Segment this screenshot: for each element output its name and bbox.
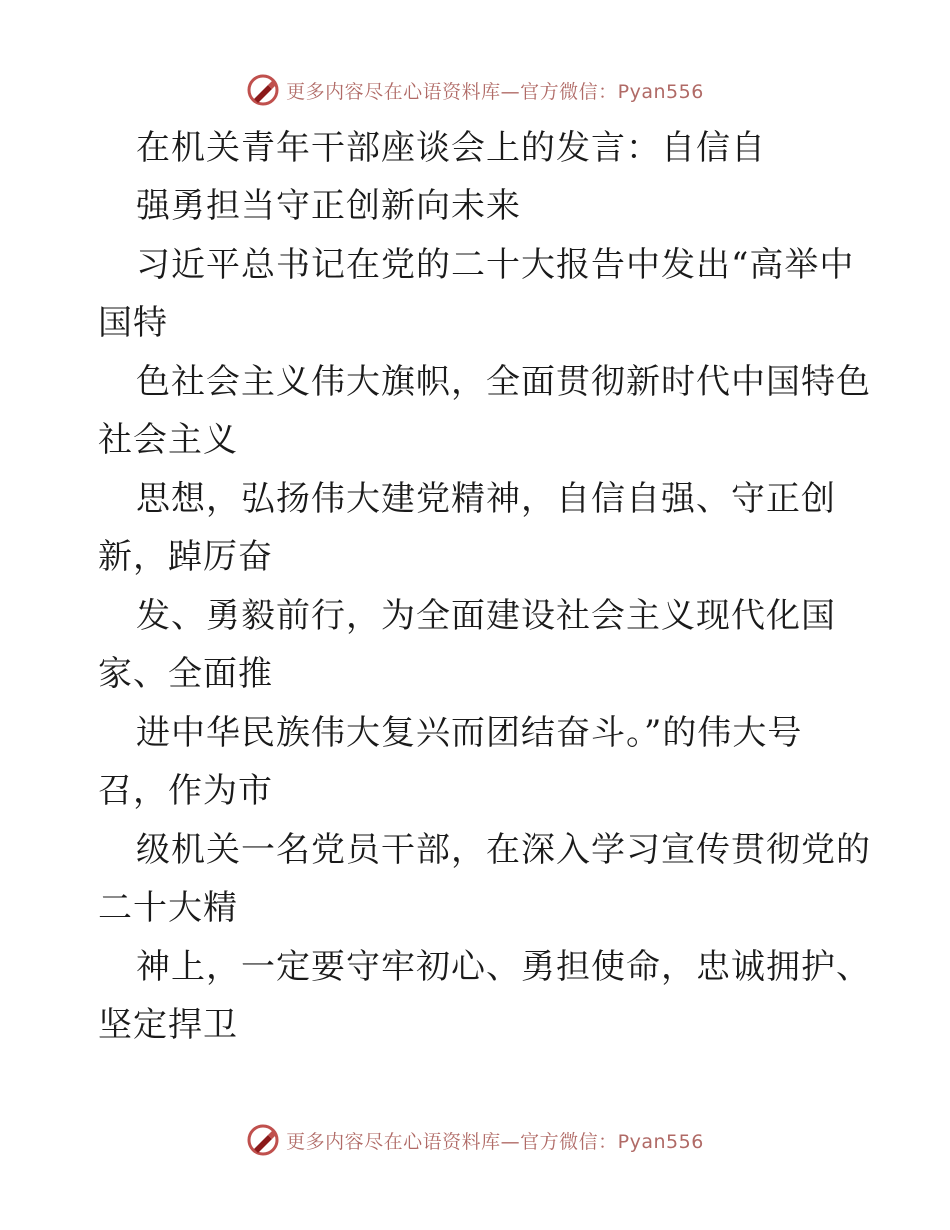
paragraph-line: 习近平总书记在党的二十大报告中发出“高举中 (136, 245, 855, 285)
paragraph-line: 二十大精 (98, 888, 238, 928)
footer-banner-text: 更多内容尽在心语资料库—官方微信：Pyan556 (286, 1130, 704, 1153)
paragraph-line: 国特 (98, 303, 168, 343)
paragraph-line: 色社会主义伟大旗帜，全面贯彻新时代中国特色 (136, 362, 871, 402)
paragraph-line: 社会主义 (98, 420, 238, 460)
paragraph-line: 进中华民族伟大复兴而团结奋斗。”的伟大号 (136, 713, 803, 753)
paragraph-line: 神上，一定要守牢初心、勇担使命，忠诚拥护、 (136, 947, 871, 987)
footer-banner (0, 1120, 950, 1160)
paragraph-line: 新，踔厉奋 (98, 537, 273, 577)
paragraph-line: 召，作为市 (98, 771, 273, 811)
paragraph-line: 级机关一名党员干部，在深入学习宣传贯彻党的 (136, 830, 871, 870)
header-banner (0, 70, 950, 110)
header-banner-text: 更多内容尽在心语资料库—官方微信：Pyan556 (286, 80, 704, 103)
paragraph-line: 坚定捍卫 (98, 1005, 238, 1045)
paragraph-line: 家、全面推 (98, 654, 273, 694)
pen-logo-icon (246, 1123, 280, 1157)
title-line: 强勇担当守正创新向未来 (136, 186, 521, 226)
title-line: 在机关青年干部座谈会上的发言：自信自 (136, 128, 766, 168)
paragraph-line: 思想，弘扬伟大建党精神，自信自强、守正创 (136, 479, 836, 519)
pen-logo-icon (246, 73, 280, 107)
paragraph-line: 发、勇毅前行，为全面建设社会主义现代化国 (136, 596, 836, 636)
